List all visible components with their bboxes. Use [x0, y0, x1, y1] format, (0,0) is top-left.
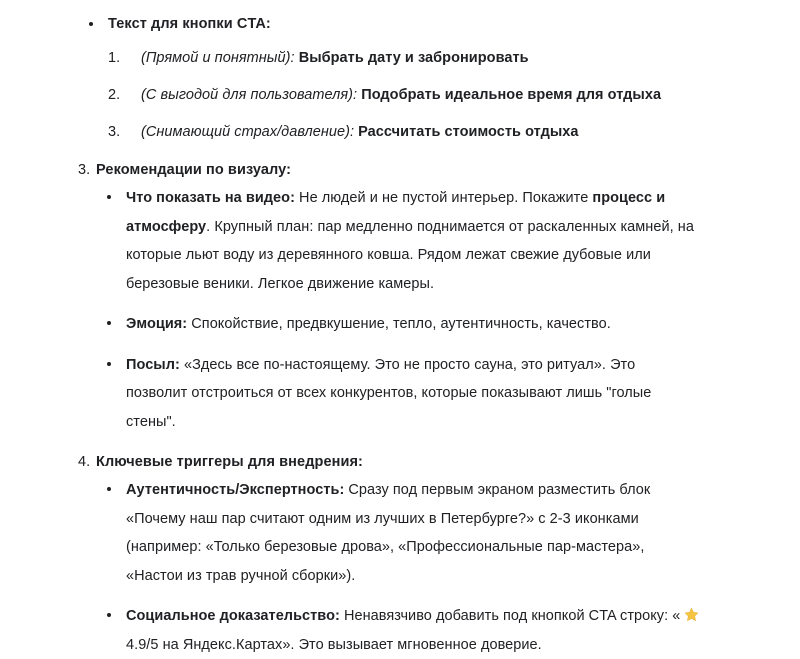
bullet-label: Что показать на видео:: [126, 190, 295, 206]
section-marker-4: [78, 448, 90, 476]
bullet-paragraph: [126, 351, 700, 437]
cta-option-text: Выбрать дату и забронировать: [298, 50, 529, 66]
list-marker-3: [108, 122, 120, 142]
bullet-label: Эмоция:: [126, 316, 188, 332]
list-item: [96, 310, 700, 339]
cta-option-line: [141, 48, 700, 68]
bullet-marker-icon: [107, 613, 111, 617]
section-4-bullets: [96, 476, 700, 659]
section-marker-3: [78, 156, 90, 184]
bullet-body-a: Не людей и не пустой интерьер. Покажите: [294, 190, 593, 206]
list-marker-2: [108, 85, 120, 105]
spacer: [78, 438, 700, 448]
bullet-body-a: Сразу под первым экраном разместить блок «Почему наш пар считают одним из лучших в Петербурге?» с 2-3 иконками (например: «Только березовые дрова», «Профессиональные пар-мастера», «Настои из трав ручной сборки»).: [126, 482, 651, 584]
bullet-label: Посыл:: [126, 356, 180, 373]
cta-option-qualifier: (Снимающий страх/давление):: [141, 124, 355, 140]
list-item: [108, 85, 700, 105]
section-heading: Рекомендации по визуалу:: [96, 162, 292, 178]
bullet-body-a: Ненавязчиво добавить под кнопкой CTA строку: «: [339, 608, 685, 624]
bullet-emphasis: процесс и атмосферу: [126, 190, 666, 235]
list-item: [96, 184, 700, 298]
bullet-body-b: . Крупный план: пар медленно поднимается от раскаленных камней, на которые льют воду из деревянного ковша. Рядом лежат свежие дубовые или березовые веники. Легкое движение камеры.: [126, 218, 694, 292]
list-item: [96, 351, 700, 437]
cta-option-line: [141, 85, 700, 105]
cta-option-qualifier: (Прямой и понятный):: [141, 50, 295, 66]
bullet-marker-icon: [107, 362, 111, 366]
cta-heading: Текст для кнопки CTA:: [108, 16, 271, 32]
bullet-label: Социальное доказательство:: [126, 608, 340, 624]
bullet-label: Аутентичность/Экспертность:: [126, 482, 345, 498]
section-key-triggers: [78, 448, 700, 659]
list-marker-1: [108, 48, 120, 68]
bullet-body-b: 4.9/5 на Яндекс.Картах». Это вызывает мгновенное доверие.: [126, 636, 542, 653]
bullet-marker-icon: [107, 195, 111, 199]
star-icon: [684, 604, 699, 619]
bullet-paragraph: [126, 476, 700, 590]
cta-block: [78, 10, 700, 142]
bullet-body-a: «Здесь все по-настоящему. Это не просто сауна, это ритуал». Это позволит отстроиться от всех конкурентов, которые показывают лишь "голые стены".: [126, 356, 652, 430]
spacer: [78, 142, 700, 156]
list-item: [108, 48, 700, 68]
bullet-marker-icon: [107, 321, 111, 325]
cta-option-line: [141, 122, 700, 142]
cta-option-qualifier: (С выгодой для пользователя):: [141, 87, 358, 103]
section-visual-recommendations: [78, 156, 700, 436]
bullet-marker-icon: [107, 487, 111, 491]
list-item: [96, 476, 700, 590]
section-heading: Ключевые триггеры для внедрения:: [96, 454, 363, 470]
bullet-body-a: Спокойствие, предвкушение, тепло, аутентичность, качество.: [187, 316, 611, 332]
cta-option-text: Рассчитать стоимость отдыха: [358, 124, 579, 140]
cta-option-list: [108, 48, 700, 142]
cta-option-text: Подобрать идеальное время для отдыха: [361, 87, 662, 103]
bullet-paragraph: [126, 310, 700, 339]
list-item: [108, 122, 700, 142]
section-3-bullets: [96, 184, 700, 436]
bullet-paragraph: [126, 184, 700, 298]
bullet-marker-icon: [89, 22, 93, 26]
section-list: [78, 156, 700, 659]
